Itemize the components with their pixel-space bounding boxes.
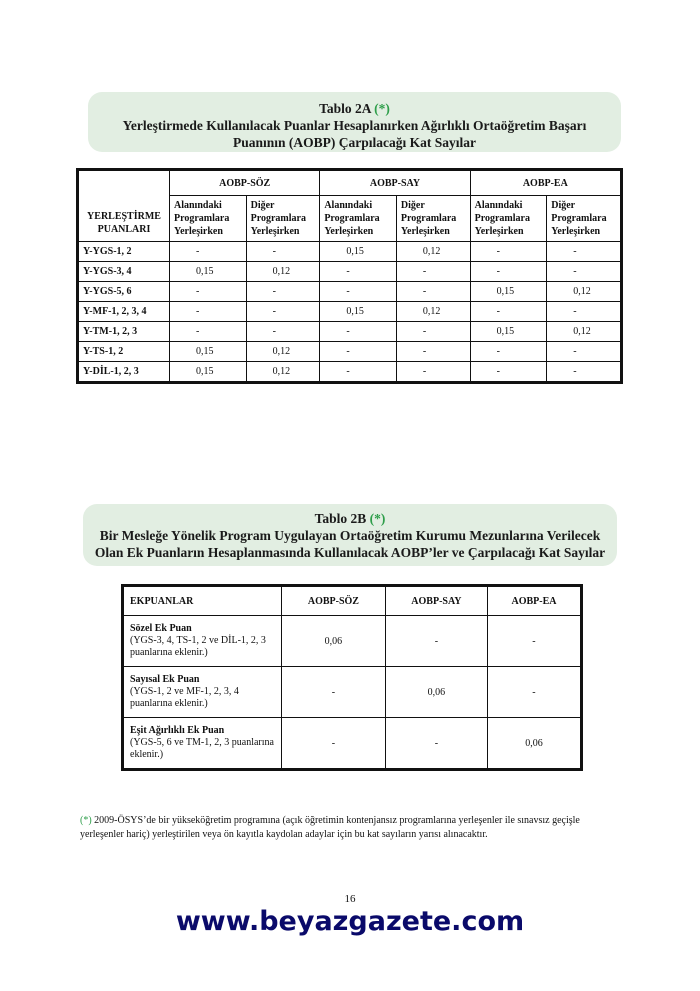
sub-header-alanindaki: Alanındaki Programlara Yerleşirken <box>320 196 397 242</box>
cell: - <box>170 242 247 262</box>
cell: - <box>487 667 581 718</box>
cell: 0,15 <box>320 302 397 322</box>
cell: - <box>320 262 397 282</box>
ek-puan-note: (YGS-1, 2 ve MF-1, 2, 3, 4 puanlarına eklenir.) <box>130 686 239 709</box>
cell: 0,12 <box>246 362 320 383</box>
row-label: Y-MF-1, 2, 3, 4 <box>78 302 170 322</box>
cell: 0,12 <box>547 322 622 342</box>
table-2a <box>76 168 623 384</box>
ek-puan-name: Sözel Ek Puan <box>130 623 192 634</box>
table-2a-subtitle-2: Puanının (AOBP) Çarpılacağı Kat Sayılar <box>232 135 476 150</box>
cell: 0,15 <box>170 342 247 362</box>
table-2b-heading: Tablo 2B <box>314 511 367 526</box>
cell: - <box>470 362 547 383</box>
cell: 0,15 <box>170 262 247 282</box>
cell: - <box>320 342 397 362</box>
cell: - <box>396 322 470 342</box>
row-label: Y-YGS-3, 4 <box>78 262 170 282</box>
cell: 0,12 <box>547 282 622 302</box>
cell: - <box>170 282 247 302</box>
table-2b-subtitle-1: Bir Mesleğe Yönelik Program Uygulayan Ortaöğretim Kurumu Mezunlarına Verilecek <box>99 528 601 543</box>
header-ekpuanlar: EKPUANLAR <box>123 586 282 616</box>
cell: - <box>547 342 622 362</box>
cell: - <box>320 362 397 383</box>
footnote-text: 2009-ÖSYS’de bir yükseköğretim programına (açık öğretimin kontenjansız programlarına yerleşenler ile sınavsız geçişle yerleşenler hariç) yerleştirilen veya ön kayıtla kaydolan adaylar için bu kat sayıların yarısı alınacaktır. <box>80 815 580 840</box>
group-header-ea: AOBP-EA <box>470 170 621 196</box>
row-label: Y-TS-1, 2 <box>78 342 170 362</box>
cell: 0,06 <box>487 718 581 770</box>
group-header-say: AOBP-SAY <box>320 170 470 196</box>
sub-header-alanindaki: Alanındaki Programlara Yerleşirken <box>170 196 247 242</box>
website-link[interactable]: www.beyazgazete.com <box>175 906 525 937</box>
ek-puan-description <box>123 667 282 718</box>
cell: - <box>396 262 470 282</box>
table-2b-title <box>83 504 617 566</box>
header-aobp-soz: AOBP-SÖZ <box>282 586 386 616</box>
table-row <box>78 282 622 302</box>
table-2a-subtitle-1: Yerleştirmede Kullanılacak Puanlar Hesaplanırken Ağırlıklı Ortaöğretim Başarı <box>122 118 587 133</box>
cell: 0,12 <box>396 242 470 262</box>
table-row <box>78 242 622 262</box>
ek-puan-description <box>123 616 282 667</box>
sub-header-diger: Diğer Programlara Yerleşirken <box>547 196 622 242</box>
table-row <box>78 262 622 282</box>
cell: - <box>547 242 622 262</box>
row-label: Y-YGS-5, 6 <box>78 282 170 302</box>
table-2a-heading: Tablo 2A <box>319 101 371 116</box>
table-2b-star: (*) <box>369 511 386 526</box>
table-2b <box>121 584 583 771</box>
cell: 0,06 <box>282 616 386 667</box>
cell: 0,15 <box>470 322 547 342</box>
ek-puan-note: (YGS-3, 4, TS-1, 2 ve DİL-1, 2, 3 puanlarına eklenir.) <box>130 635 266 658</box>
cell: 0,15 <box>320 242 397 262</box>
cell: 0,12 <box>396 302 470 322</box>
cell: 0,12 <box>246 262 320 282</box>
row-label: Y-DİL-1, 2, 3 <box>78 362 170 383</box>
cell: - <box>470 302 547 322</box>
table-row <box>78 342 622 362</box>
cell: - <box>487 616 581 667</box>
row-label: Y-YGS-1, 2 <box>78 242 170 262</box>
cell: - <box>282 667 386 718</box>
cell: - <box>385 718 487 770</box>
ek-puan-name: Sayısal Ek Puan <box>130 674 200 685</box>
cell: 0,15 <box>170 362 247 383</box>
cell: - <box>282 718 386 770</box>
header-aobp-say: AOBP-SAY <box>385 586 487 616</box>
cell: - <box>470 242 547 262</box>
ek-puan-note: (YGS-5, 6 ve TM-1, 2, 3 puanlarına eklenir.) <box>130 737 274 760</box>
table-row <box>78 362 622 383</box>
ek-puan-description <box>123 718 282 770</box>
cell: - <box>170 302 247 322</box>
corner-label: YERLEŞTİRME PUANLARI <box>78 170 170 242</box>
page-number: 16 <box>344 893 356 905</box>
cell: 0,12 <box>246 342 320 362</box>
cell: - <box>396 282 470 302</box>
table-row <box>123 667 582 718</box>
cell: - <box>170 322 247 342</box>
cell: - <box>385 616 487 667</box>
cell: - <box>246 302 320 322</box>
table-row <box>123 718 582 770</box>
header-aobp-ea: AOBP-EA <box>487 586 581 616</box>
table-2a-title <box>88 92 621 152</box>
group-header-soz: AOBP-SÖZ <box>170 170 320 196</box>
ek-puan-name: Eşit Ağırlıklı Ek Puan <box>130 725 225 736</box>
table-row <box>123 616 582 667</box>
table-2b-subtitle-2: Olan Ek Puanların Hesaplanmasında Kullanılacak AOBP’ler ve Çarpılacağı Kat Sayılar <box>94 545 606 560</box>
cell: - <box>547 262 622 282</box>
cell: - <box>396 362 470 383</box>
cell: 0,06 <box>385 667 487 718</box>
cell: - <box>246 242 320 262</box>
footnote-mark: (*) <box>80 815 92 826</box>
table-row <box>78 322 622 342</box>
footnote <box>80 814 620 842</box>
table-2a-star: (*) <box>374 101 390 116</box>
cell: - <box>547 362 622 383</box>
row-label: Y-TM-1, 2, 3 <box>78 322 170 342</box>
cell: - <box>470 342 547 362</box>
cell: - <box>396 342 470 362</box>
cell: - <box>470 262 547 282</box>
cell: 0,15 <box>470 282 547 302</box>
sub-header-diger: Diğer Programlara Yerleşirken <box>246 196 320 242</box>
cell: - <box>320 282 397 302</box>
cell: - <box>246 282 320 302</box>
cell: - <box>320 322 397 342</box>
cell: - <box>246 322 320 342</box>
sub-header-alanindaki: Alanındaki Programlara Yerleşirken <box>470 196 547 242</box>
table-row <box>78 302 622 322</box>
sub-header-diger: Diğer Programlara Yerleşirken <box>396 196 470 242</box>
cell: - <box>547 302 622 322</box>
